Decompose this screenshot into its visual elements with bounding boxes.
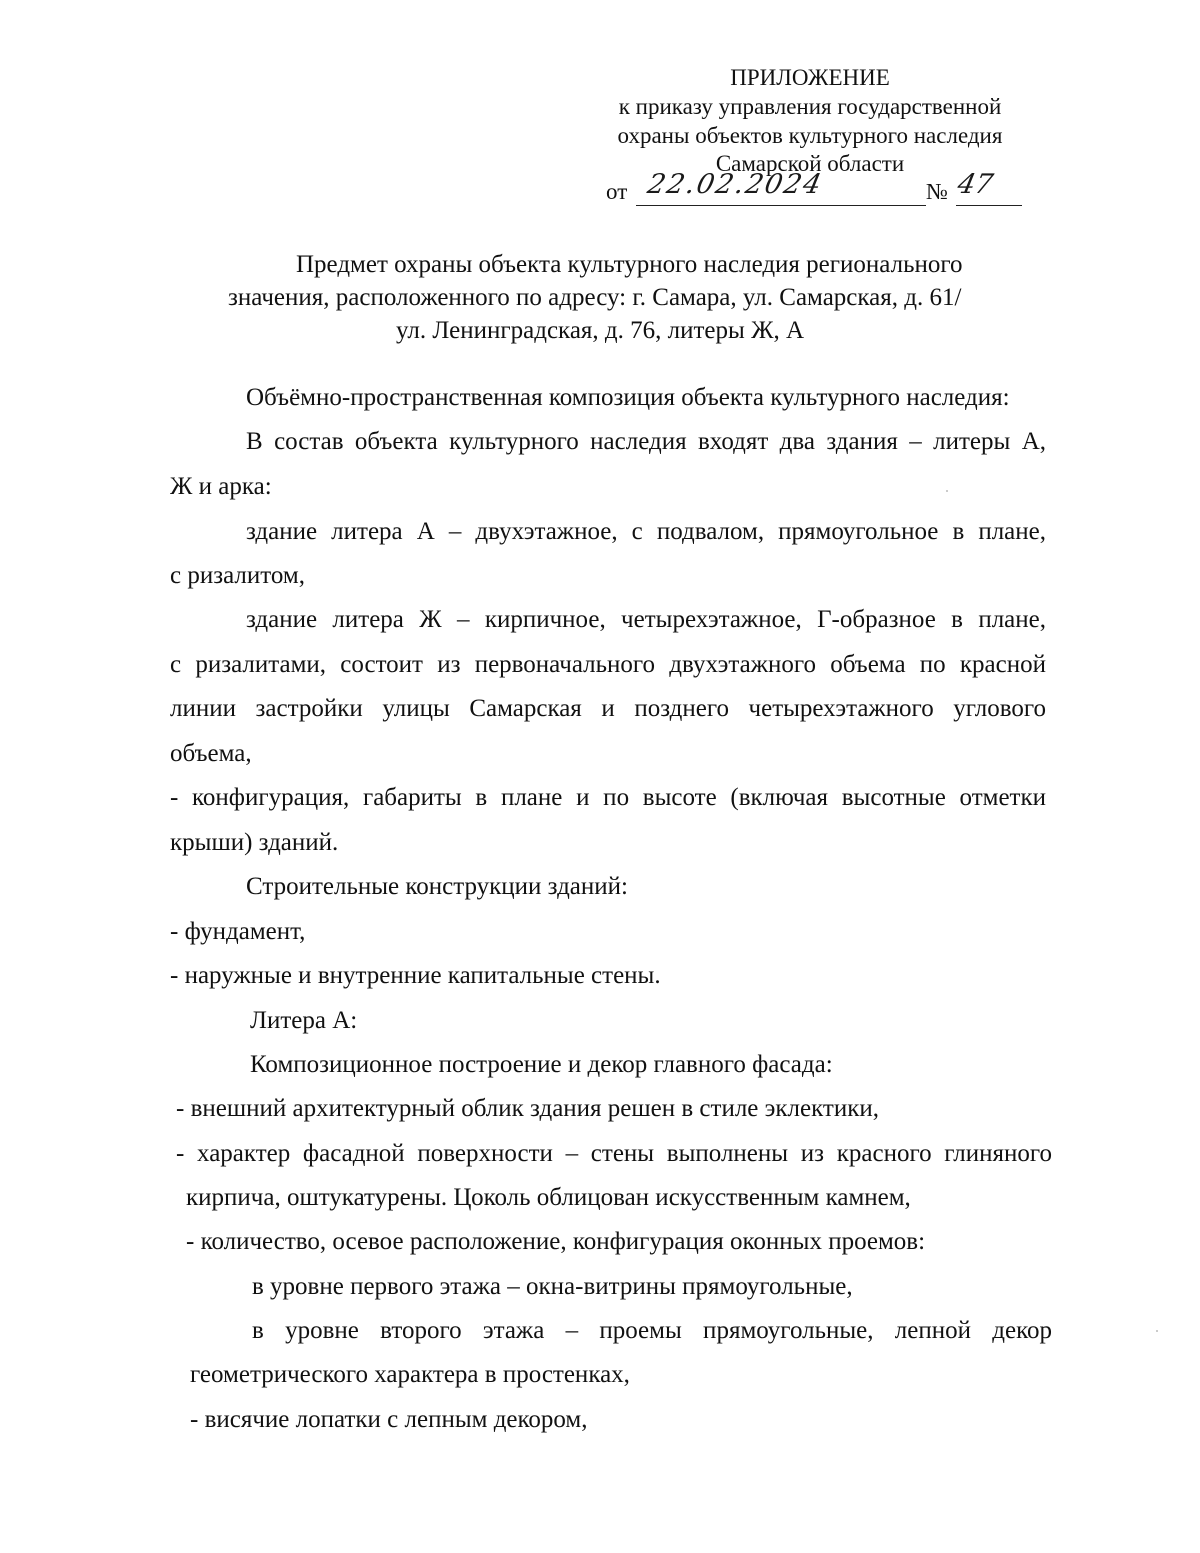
body-line: В состав объекта культурного наследия входят два здания – литеры А, <box>246 428 1046 455</box>
body-line: объема, <box>170 740 252 767</box>
document-title-line-2: значения, расположенного по адресу: г. Самара, ул. Самарская, д. 61/ <box>228 284 962 311</box>
body-line: - внешний архитектурный облик здания решен в стиле эклектики, <box>176 1095 879 1122</box>
body-line: Литера А: <box>250 1007 358 1034</box>
body-line: в уровне второго этажа – проемы прямоугольные, лепной декор <box>252 1317 1052 1344</box>
body-line: линии застройки улицы Самарская и позднего четырехэтажного углового <box>170 695 1046 722</box>
body-line: крыши) зданий. <box>170 829 339 856</box>
body-line: - характер фасадной поверхности – стены выполнены из красного глиняного <box>176 1140 1052 1167</box>
number-prefix: № <box>926 179 948 204</box>
body-line: Композиционное построение и декор главного фасада: <box>250 1051 833 1078</box>
date-prefix: от <box>606 179 628 204</box>
body-line: - фундамент, <box>170 918 306 945</box>
date-underline <box>636 205 926 206</box>
order-date-number-row <box>606 169 1026 211</box>
header-line-2: охраны объектов культурного наследия <box>617 123 1003 148</box>
body-line: Объёмно-пространственная композиция объекта культурного наследия: <box>246 384 1010 411</box>
header-line-1: к приказу управления государственной <box>618 94 1002 119</box>
body-line: - наружные и внутренние капитальные стены. <box>170 962 661 989</box>
body-line: - висячие лопатки с лепным декором, <box>190 1406 588 1433</box>
body-line: в уровне первого этажа – окна-витрины прямоугольные, <box>252 1273 853 1300</box>
scan-speck <box>1156 1330 1158 1332</box>
handwritten-number: 47 <box>954 169 996 200</box>
appendix-label: ПРИЛОЖЕНИЕ <box>730 65 890 90</box>
document-title-line-1: Предмет охраны объекта культурного наследия регионального <box>296 251 963 278</box>
scan-speck <box>946 490 948 492</box>
body-line: - конфигурация, габариты в плане и по высоте (включая высотные отметки <box>170 784 1046 811</box>
body-line: с ризалитами, состоит из первоначального двухэтажного объема по красной <box>170 651 1046 678</box>
body-line: здание литера А – двухэтажное, с подвалом, прямоугольное в плане, <box>246 518 1046 545</box>
body-line: с ризалитом, <box>170 562 305 589</box>
body-line: здание литера Ж – кирпичное, четырехэтажное, Г-образное в плане, <box>246 606 1046 633</box>
document-title-line-3: ул. Ленинградская, д. 76, литеры Ж, А <box>396 317 805 344</box>
handwritten-date: 22.02.2024 <box>644 169 826 200</box>
body-line: Ж и арка: <box>170 473 272 500</box>
header-line-3: Самарской области <box>715 151 905 176</box>
body-line: геометрического характера в простенках, <box>190 1361 630 1388</box>
body-line: Строительные конструкции зданий: <box>246 873 628 900</box>
body-line: кирпича, оштукатурены. Цоколь облицован искусственным камнем, <box>186 1184 911 1211</box>
body-line: - количество, осевое расположение, конфигурация оконных проемов: <box>186 1228 926 1255</box>
number-underline <box>956 205 1022 206</box>
